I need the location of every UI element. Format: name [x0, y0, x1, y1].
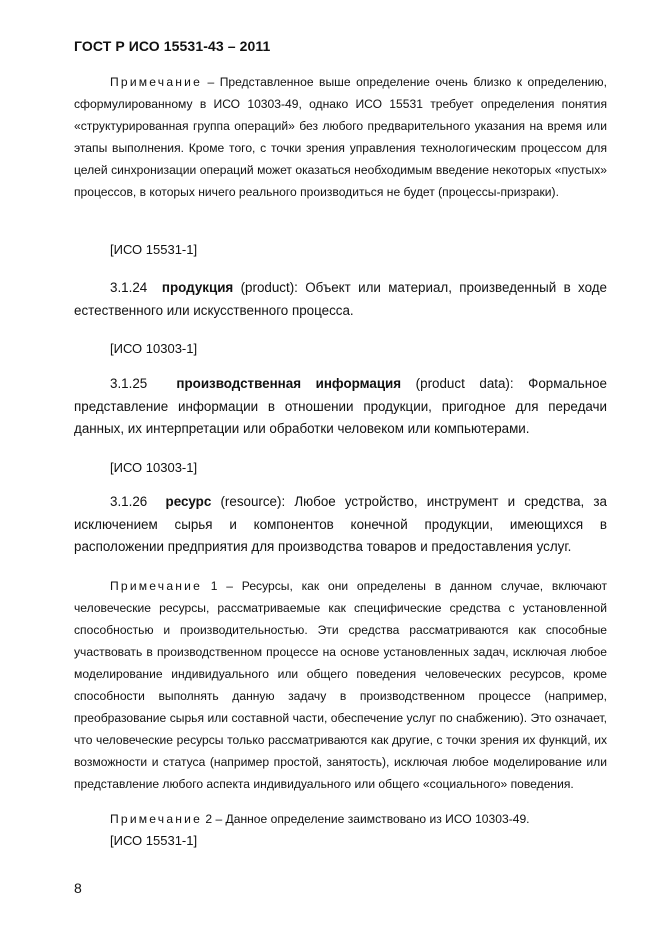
- definition-term: продукция: [161, 280, 234, 295]
- reference-iso-10303-1: [ИСО 10303-1]: [110, 460, 198, 475]
- reference-iso-15531-1: [ИСО 15531-1]: [110, 833, 198, 848]
- definition-text: (product): Объект или материал, произведенный в ходе естественного или искусственного процесса.: [74, 280, 607, 318]
- note-label: Примечание: [110, 812, 202, 826]
- definition-text: (resource): Любое устройство, инструмент и средства, за исключением сырья и компонентов конечной продукции, имеющихся в расположении предприятия для производства товаров и предоставления услуг.: [74, 494, 607, 554]
- definition-number: 3.1.24: [110, 280, 148, 295]
- note-2: [74, 808, 607, 830]
- definition-number: 3.1.25: [110, 376, 148, 391]
- note-top: [74, 71, 607, 203]
- page-number: 8: [74, 880, 82, 896]
- note-text: 2 – Данное определение заимствовано из ИСО 10303-49.: [202, 812, 530, 826]
- note-text: – Представленное выше определение очень близко к определению, сформулированному в ИСО 10303-49, однако ИСО 15531 требует определения понятия «структурированная группа операций» без любого предварительного указания на время или этапы выполнения. Кроме того, с точки зрения управления технологическим процессом для целей синхронизации операций может оказаться необходимым введение некоторых «пустых» процессов, в которых ничего реального производиться не будет (процессы-призраки).: [74, 75, 607, 199]
- definition-number: 3.1.26: [110, 494, 148, 509]
- definition-resource: [74, 491, 607, 559]
- definition-term: ресурс: [165, 494, 212, 509]
- document-header: ГОСТ Р ИСО 15531-43 – 2011: [74, 38, 271, 54]
- definition-product-data: [74, 373, 607, 441]
- note-text: 1 – Ресурсы, как они определены в данном случае, включают человеческие ресурсы, рассматриваемые как специфические средства с установленной способностью и производительностью. Эти средства рассматриваются как способные участвовать в производственном процессе на основе установленных задач, исключая любое моделирование индивидуального или общего поведения человеческих ресурсов, кроме способности выполнять данную задачу в производственном процессе (например, преобразование сырья или составной части, обеспечение услуг по снабжению). Это означает, что человеческие ресурсы только рассматриваются как другие, с точки зрения их функций, их возможности и статуса (например простой, занятость), исключая любое моделирование или представление любого аспекта индивидуального или общего «социального» поведения.: [74, 579, 607, 791]
- reference-iso-15531-1: [ИСО 15531-1]: [110, 242, 198, 257]
- note-1: [74, 575, 607, 795]
- note-label: Примечание: [110, 75, 202, 89]
- note-label: Примечание: [110, 579, 202, 593]
- definition-text: (product data): Формальное представление информации в отношении продукции, пригодное для передачи данных, их интерпретации или обработки человеком или компьютерами.: [74, 376, 607, 436]
- definition-product: [74, 277, 607, 322]
- reference-iso-10303-1: [ИСО 10303-1]: [110, 341, 198, 356]
- definition-term: производственная информация: [176, 376, 402, 391]
